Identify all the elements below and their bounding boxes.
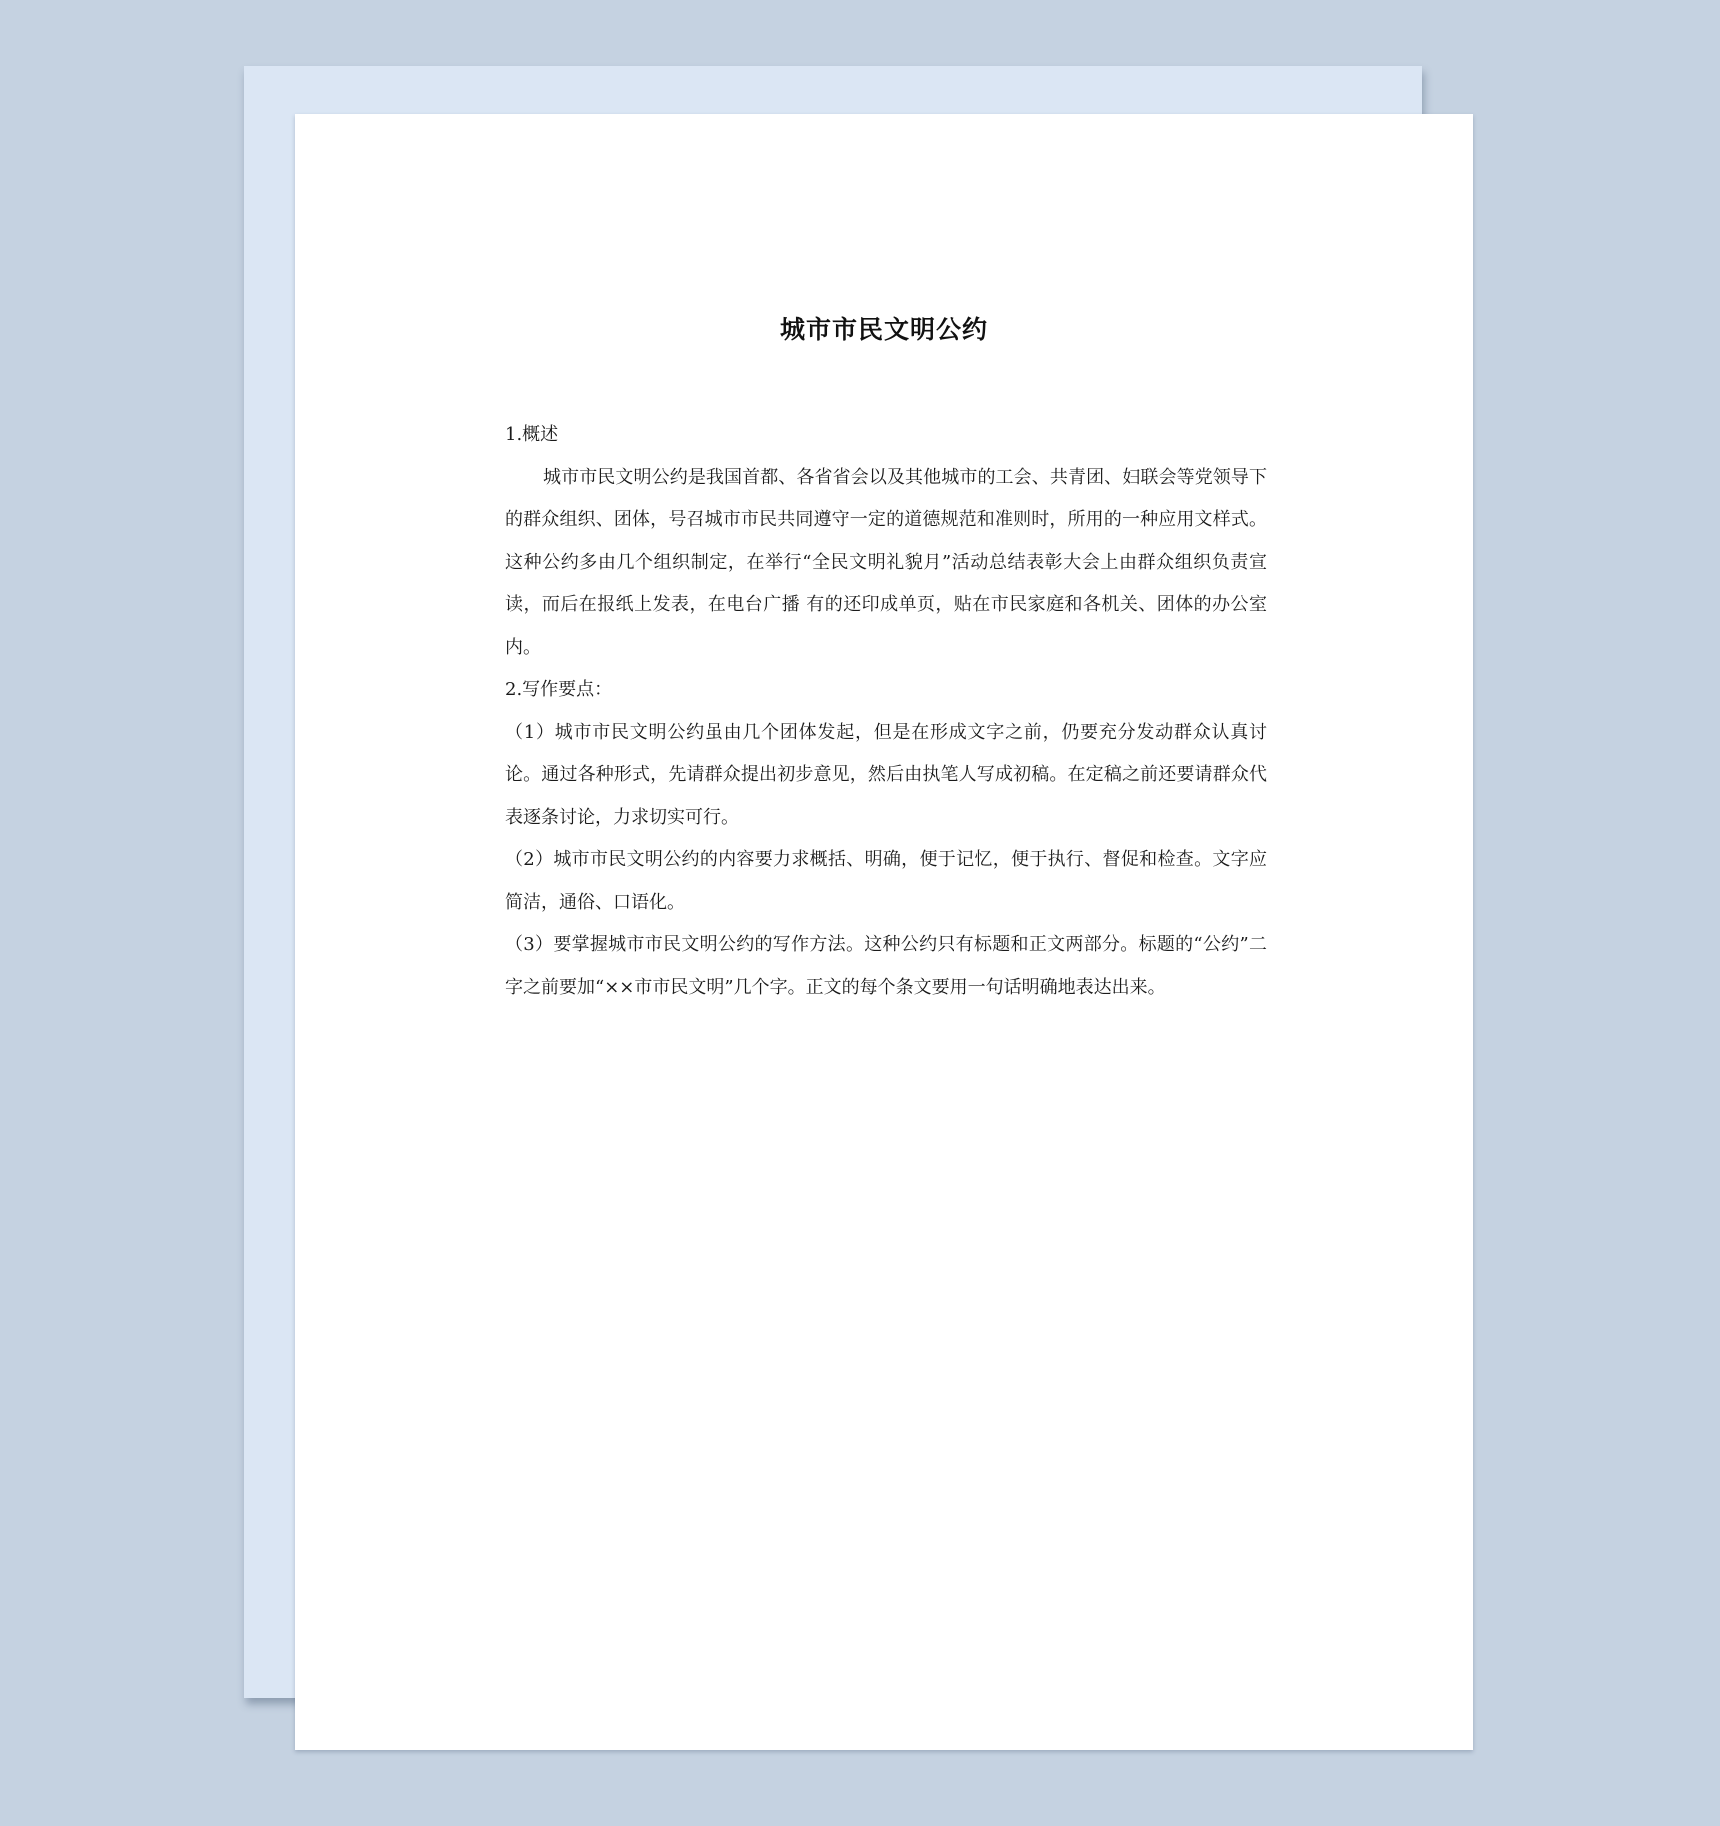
section-heading-writing-points: 2.写作要点： [505, 679, 613, 700]
writing-point-2: （2）城市市民文明公约的内容要力求概括、明确，便于记忆，便于执行、督促和检查。文字应简洁，通俗、口语化。 [505, 849, 1267, 913]
section-heading-overview: 1.概述 [505, 424, 559, 445]
overview-paragraph: 城市市民文明公约是我国首都、各省省会以及其他城市的工会、共青团、妇联会等党领导下的群众组织、团体，号召城市市民共同遵守一定的道德规范和准则时，所用的一种应用文样式。这种公约多由几个组织制定，在举行“全民文明礼貌月”活动总结表彰大会上由群众组织负责宣读，而后在报纸上发表，在电台广播 有的还印成单页，贴在市民家庭和各机关、团体的办公室内。 [505, 466, 1267, 658]
writing-point-3: （3）要掌握城市市民文明公约的写作方法。这种公约只有标题和正文两部分。标题的“公约”二字之前要加“××市市民文明”几个字。正文的每个条文要用一句话明确地表达出来。 [505, 934, 1267, 998]
document-body [505, 414, 1267, 1009]
document-page [295, 114, 1473, 1750]
writing-point-1: （1）城市市民文明公约虽由几个团体发起，但是在形成文字之前，仍要充分发动群众认真讨论。通过各种形式，先请群众提出初步意见，然后由执笔人写成初稿。在定稿之前还要请群众代表逐条讨论，力求切实可行。 [505, 721, 1267, 828]
document-title: 城市市民文明公约 [779, 315, 988, 344]
